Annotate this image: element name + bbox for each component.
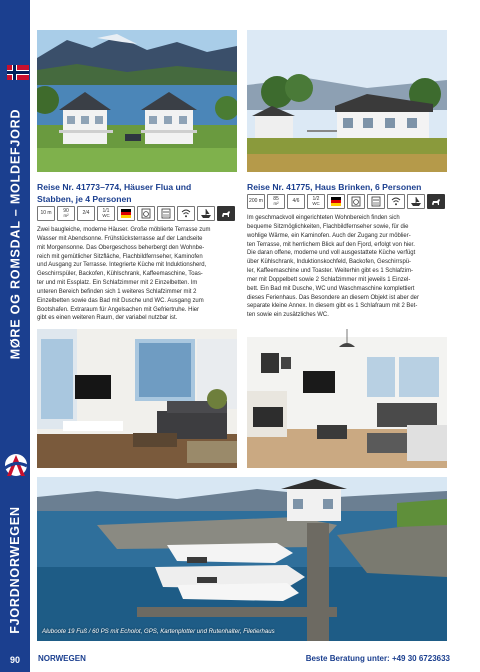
publisher-logo-icon [3,452,29,484]
german-tv-icon [117,206,135,221]
wifi-icon [177,206,195,221]
water-distance-icon: 10 m [37,206,55,221]
side-region-label: MØRE OG ROMSDAL – MOLDEFJORD [8,108,22,360]
boat-icon [407,194,425,209]
listing1-title: Reise Nr. 41773–774, Häuser Flua und Stabben, je 4 Personen [37,182,192,204]
photo-houses-flua-stabben [37,30,237,172]
side-country-label: FJORDNORWEGEN [8,506,23,634]
listing1-description: Zwei baugleiche, moderne Häuser. Große möblierte Terrasse zum Wasser mit Abendsonne. Frühstücksterrasse auf der Landseite mit Morgensonne. Das Obergeschoss beherbergt den Wohnbe- reich mit gemütlicher Sitzfläche, Flachbildfernseher, Kaminofen und Ausgang zur Terrasse. Integrierte Küche mit Induktionsherd, Geschirrspüler, Backofen, Kühlschrank, Kaffeemaschine, Toas- ter und mit Essplatz. Ein Schlafzimmer mit 2 Einzelbetten. Im unteren Bereich befinden sich 1 weiteres Schlafzimmer mit 2 Einzelbetten sowie das Bad mit Dusche und WC. Ausgang zum Bootshafen. Extraraum für Angelsachen mit Gefriertruhe. Hier gibt es einen weiteren Raum, der variabel nutzbar ist. [37,227,211,322]
dishwasher-icon [367,194,385,209]
german-tv-icon [327,194,345,209]
photo-living-room-flua [37,329,237,468]
photo-haus-brinken [247,30,447,172]
listing2-title: Reise Nr. 41775, Haus Brinken, 6 Personen [247,182,422,192]
washing-machine-icon [347,194,365,209]
bath-wc-icon: 1/2 WC [307,194,325,209]
bedrooms-persons-icon: 4/6 [287,194,305,209]
pets-allowed-icon [217,206,235,221]
listing1-amenities [37,206,235,221]
bedrooms-persons-icon: 2/4 [77,206,95,221]
listing2-description: Im geschmackvoll eingerichteten Wohnbereich finden sich bequeme Sitzmöglichkeiten, Flachbildfernseher sowie, für die wohlige Wärme, ein Kaminofen. Auch der Zugang zur möblier- ten Terrasse, mit herrlichem Blick auf den Fjord, erfolgt von hier. Die daran offene, moderne und voll ausgestattete Küche verfügt über Kühlschrank, Induktionskochfeld, Backofen, Geschirrspü- ler, Kaffeemaschine und Toaster. Weiterhin gibt es 1 Schlafzim- mer mit Doppelbett sowie 2 Schlafzimmer mit jeweils 1 Einzel- bett. Ein Bad mit Dusche, WC und Waschmaschine komplettiert dieses Ferienhaus. Das Besondere an diesem Objekt ist aber der separate kleine Annex. In diesem gibt es 1 Schlafraum mit 2 Bet- ten sowie ein zusätzliches WC. [247,215,419,319]
listing2-amenities [247,194,445,209]
boat-icon [197,206,215,221]
water-distance-icon: 200 m [247,194,265,209]
footer-hotline: Beste Beratung unter: +49 30 6723633 [305,654,450,663]
living-area-icon: 85 m² [267,194,285,209]
living-area-icon: 90 m² [57,206,75,221]
washing-machine-icon [137,206,155,221]
footer-country: NORWEGEN [38,654,86,663]
dishwasher-icon [157,206,175,221]
norway-flag-icon [7,65,29,80]
photo-caption: Aluboote 19 Fuß / 60 PS mit Echolot, GPS, Kartenplotter und Rutenhalter, Filetierhaus [42,628,275,635]
bath-wc-icon: 1/1 WC [97,206,115,221]
wifi-icon [387,194,405,209]
page-number: 90 [0,648,30,672]
photo-interior-brinken [247,329,447,468]
pets-allowed-icon [427,194,445,209]
photo-aluboote-harbour [37,477,447,641]
